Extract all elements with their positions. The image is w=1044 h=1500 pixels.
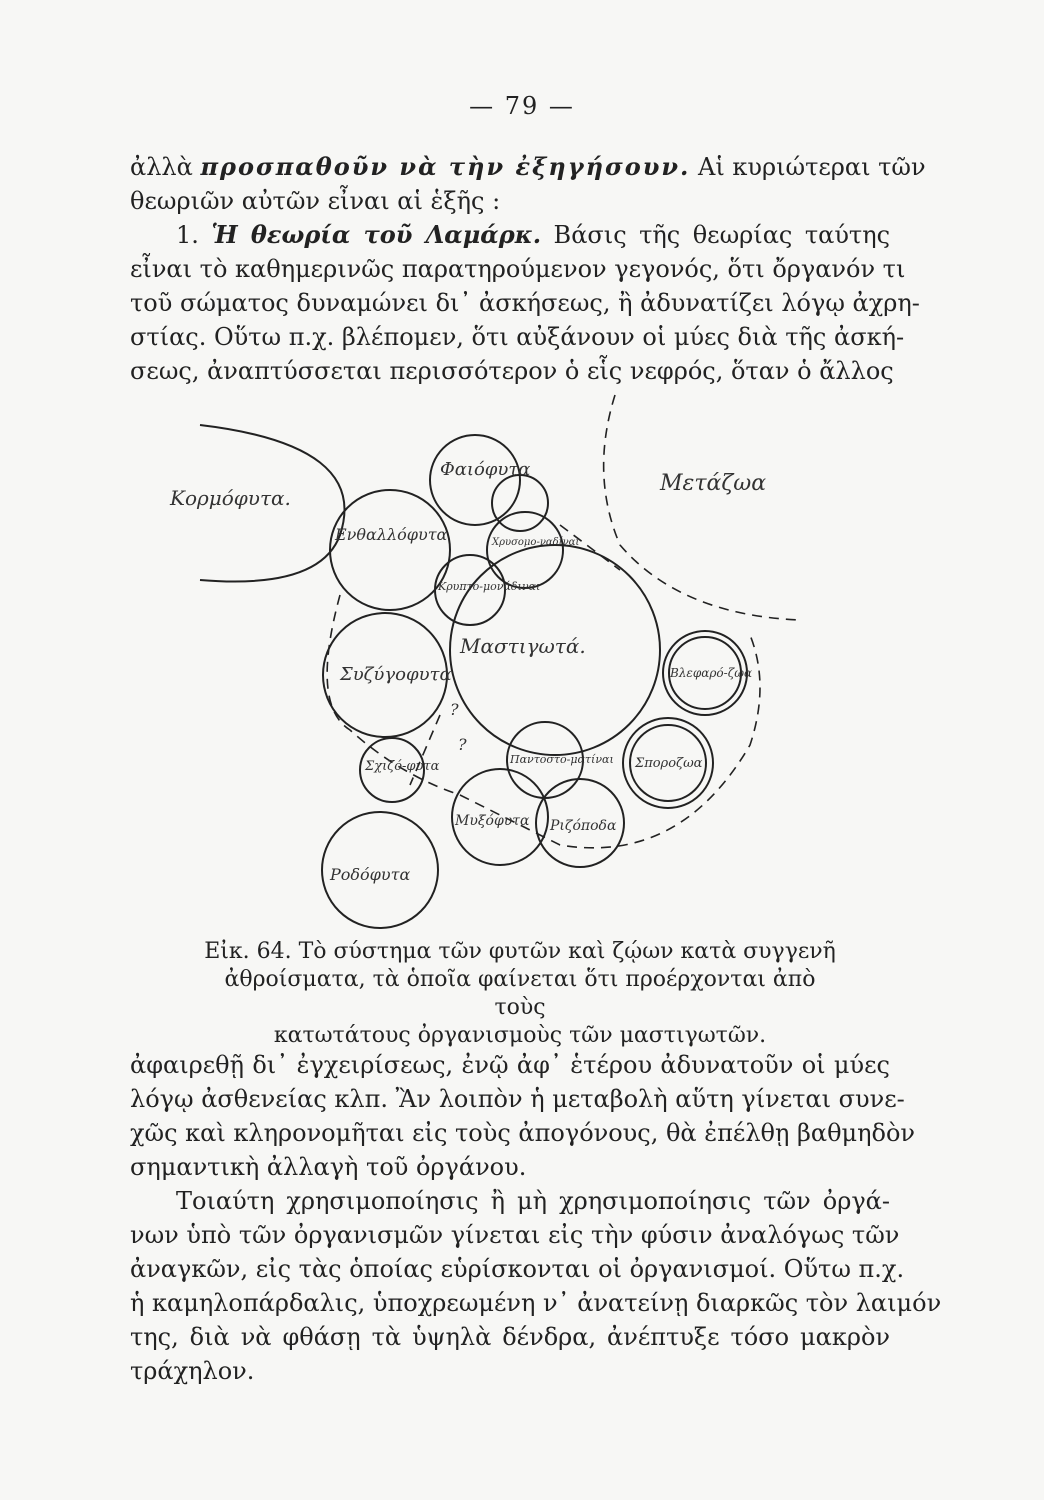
text-line: στίας. Οὕτω π.χ. βλέπομεν, ὅτι αὐξάνουν οἱ μύες διὰ τῆς ἀσκή- (130, 323, 905, 351)
bottom-paragraphs (130, 1048, 942, 1388)
text-line: σεως, ἀναπτύσσεται περισσότερον ὁ εἷς νεφρός, ὅταν ὁ ἄλλος (130, 357, 894, 385)
text-line: λόγῳ ἀσθενείας κλπ. Ἂν λοιπὸν ἡ μεταβολὴ αὕτη γίνεται συνε- (130, 1085, 905, 1113)
label-schizophyta: Σχιζό-φυτα (365, 759, 440, 774)
section-title: Ἡ θεωρία τοῦ Λαμάρκ. (211, 220, 542, 249)
metazoa-boundary (604, 395, 800, 620)
text-line: νων ὑπὸ τῶν ὀργανισμῶν γίνεται εἰς τὴν φύσιν ἀναλόγως τῶν (130, 1221, 900, 1249)
text-line: σημαντικὴ ἀλλαγὴ τοῦ ὀργάνου. (130, 1153, 527, 1181)
section-heading-line (130, 218, 890, 252)
label-question-mark: ? (458, 735, 467, 754)
label-rhodophyta: Ροδόφυτα (330, 865, 411, 884)
label-mastigota: Μαστιγωτά. (460, 634, 586, 658)
top-paragraph (130, 150, 926, 388)
caption-line: ἀθροίσματα, τὰ ὁποῖα φαίνεται ὅτι προέρχονται ἀπὸ τοὺς (224, 967, 816, 1020)
text-line: της, διὰ νὰ φθάσῃ τὰ ὑψηλὰ δένδρα, ἀνέπτυξε τόσο μακρὸν (130, 1323, 890, 1351)
text-line: τράχηλον. (130, 1357, 255, 1385)
phylogeny-diagram (160, 385, 840, 930)
label-kormophyta: Κορμόφυτα. (170, 486, 291, 510)
enthallophyta-circle (330, 490, 450, 610)
text-line: Τοιαύτη χρησιμοποίησις ἢ μὴ χρησιμοποίησις τῶν ὀργά- (176, 1187, 890, 1215)
text-line: εἶναι τὸ καθημερινῶς παρατηρούμενον γεγονός, ὅτι ὄργανόν τι (130, 255, 906, 283)
text-line (130, 150, 926, 184)
label-kryptomonadinae: Κρυπτο-μονάδιναι (438, 580, 541, 593)
figure-caption (200, 938, 840, 1050)
phaiophyta-circle (430, 435, 520, 525)
label-chrysomonadinae: Χρυσομο-ναδίναι (492, 537, 580, 548)
text-line: χῶς καὶ κληρονομῆται εἰς τοὺς ἀπογόνους, θὰ ἐπέλθῃ βαθμηδὸν (130, 1119, 916, 1147)
dashed-link (410, 715, 440, 785)
text-line: ἀναγκῶν, εἰς τὰς ὁποίας εὑρίσκονται οἱ ὀργανισμοί. Οὕτω π.χ. (130, 1255, 905, 1283)
label-syzygophyta: Συζύγοφυτα (340, 664, 452, 685)
label-enthallophyta: Ενθαλλόφυτα (335, 525, 448, 544)
label-metazoa: Μετάζωα (660, 471, 767, 496)
page-number: — 79 — (469, 92, 575, 120)
label-bryozoa: Βλεφαρό-ζωα (670, 666, 753, 680)
text-line: ἀφαιρεθῇ δι᾿ ἐγχειρίσεως, ἐνῷ ἀφ᾿ ἑτέρου ἀδυνατοῦν οἱ μύες (130, 1051, 890, 1079)
caption-line: Εἰκ. 64. Τὸ σύστημα τῶν φυτῶν καὶ ζῴων κατὰ συγγενῆ (204, 939, 836, 964)
text-line: θεωριῶν αὐτῶν εἶναι αἱ ἑξῆς : (130, 187, 501, 215)
label-pantostomatinae: Παντοστο-ματίναι (510, 753, 614, 766)
label-phaiophyta: Φαιόφυτα (440, 459, 531, 480)
text-line: ἡ καμηλοπάρδαλις, ὑποχρεωμένη ν᾿ ἀνατείνῃ διαρκῶς τὸν λαιμόν (130, 1289, 942, 1317)
text-span: ἀλλὰ (130, 153, 201, 181)
text-span: Βάσις τῆς θεωρίας ταύτης (541, 221, 891, 249)
caption-line: κατωτάτους ὀργανισμοὺς τῶν μαστιγωτῶν. (273, 1023, 767, 1048)
emphasis-text: προσπαθοῦν νὰ τὴν ἐξηγήσουν. (200, 152, 691, 181)
label-sporozoa: Σποροζωα (635, 756, 703, 771)
label-myxophyta: Μυξόφυτα (455, 813, 530, 829)
label-question-mark: ? (450, 700, 459, 719)
text-span: Αἱ κυριώτεραι τῶν (690, 153, 926, 181)
text-line: τοῦ σώματος δυναμώνει δι᾿ ἀσκήσεως, ἢ ἀδυνατίζει λόγῳ ἀχρη- (130, 289, 920, 317)
section-number: 1. (176, 221, 212, 249)
label-rhizopoda: Ριζόποδα (550, 818, 617, 834)
